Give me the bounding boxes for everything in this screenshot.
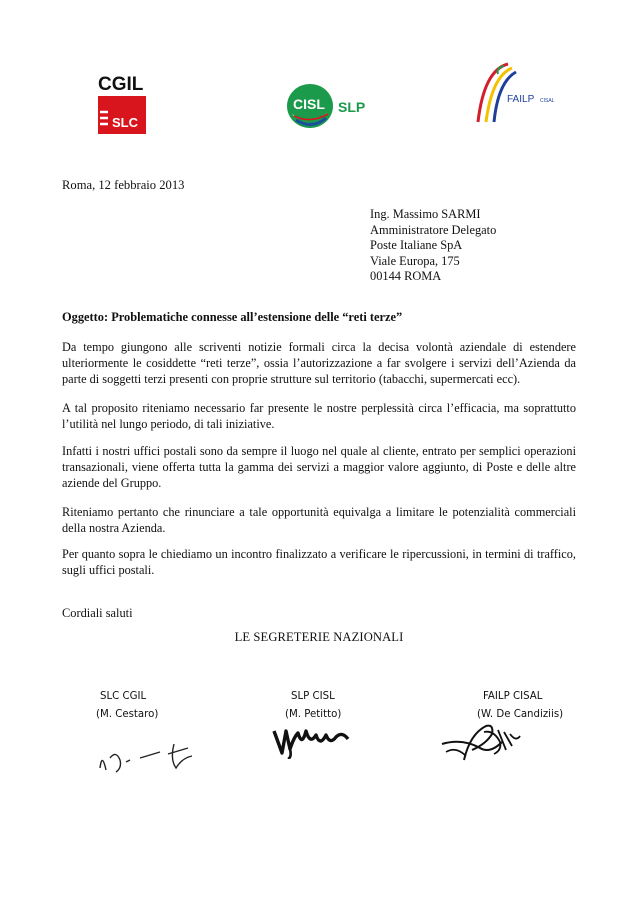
signatory-org: SLC CGIL	[100, 691, 147, 702]
svg-text:SLC: SLC	[112, 115, 138, 130]
signatory-name: (W. De Candiziis)	[477, 709, 564, 720]
recipient-street: Viale Europa, 175	[370, 253, 460, 268]
signatory-cgil	[96, 688, 158, 724]
body-paragraph: Riteniamo pertanto che rinunciare a tale opportunità equivalga a limitare le potenzialità commerciali della nostra Azienda.	[62, 505, 576, 535]
letter-date: Roma, 12 febbraio 2013	[62, 178, 185, 192]
signatory-failp	[477, 688, 563, 724]
recipient-title: Amministratore Delegato	[370, 222, 497, 237]
svg-text:CGIL: CGIL	[98, 74, 144, 95]
signature-de-candiziis	[436, 720, 524, 762]
signature-petitto	[272, 717, 352, 759]
body-paragraph: Per quanto sopra le chiediamo un incontro finalizzato a verificare le ripercussioni, in termini di traffico, sugli uffici postali.	[62, 547, 576, 577]
signatories-heading: LE SEGRETERIE NAZIONALI	[234, 630, 404, 644]
closing-salutation: Cordiali saluti	[62, 606, 133, 620]
svg-text:SLP: SLP	[338, 99, 366, 115]
svg-text:CISL: CISL	[293, 96, 325, 112]
failp-cisal-logo	[474, 60, 584, 124]
svg-text:FAILP: FAILP	[507, 94, 535, 105]
cgil-slc-logo	[96, 72, 148, 136]
body-paragraph: Infatti i nostri uffici postali sono da sempre il luogo nel quale al cliente, entrato per semplici operazioni transazionali, viene offerta tutta la gamma dei servizi a maggior valore aggiunto, di Poste e delle altre aziende del Gruppo.	[62, 444, 576, 490]
signatory-name: (M. Petitto)	[285, 709, 342, 720]
letter-subject: Oggetto: Problematiche connesse all’estensione delle “reti terze”	[62, 310, 403, 324]
signatory-name: (M. Cestaro)	[96, 709, 159, 720]
body-paragraph: Da tempo giungono alle scriventi notizie formali circa la decisa volontà aziendale di estendere ulteriormente le cosiddette “reti terze”, ossia l’autorizzazione a far svolgere i servizi dell’Azienda da parte di soggetti terzi presenti con proprie strutture sul territorio (tabacchi, supermercati ecc).	[62, 340, 576, 386]
recipient-name: Ing. Massimo SARMI	[370, 207, 481, 221]
body-paragraph: A tal proposito riteniamo necessario far presente le nostre perplessità circa l’efficacia, ma soprattutto l’utilità nel lungo periodo, di tali iniziative.	[62, 401, 576, 431]
signatory-org: FAILP CISAL	[483, 691, 543, 702]
recipient-city: 00144 ROMA	[370, 269, 442, 284]
cisl-slp-logo	[286, 82, 376, 130]
signatory-org: SLP CISL	[291, 691, 335, 702]
svg-text:CISAL: CISAL	[540, 98, 555, 104]
signature-cestaro	[96, 738, 202, 778]
recipient-address	[370, 207, 496, 285]
recipient-company: Poste Italiane SpA	[370, 238, 463, 253]
